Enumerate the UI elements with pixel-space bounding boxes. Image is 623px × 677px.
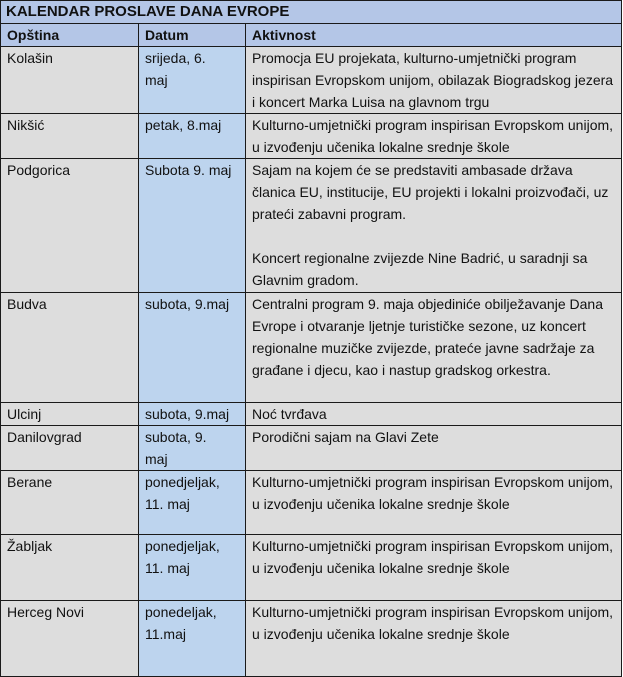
cell-opstina: Podgorica [1, 159, 139, 293]
table-row [1, 535, 622, 601]
cell-datum: srijeda, 6. maj [139, 47, 246, 114]
cell-datum: Subota 9. maj [139, 159, 246, 293]
cell-aktivnost: Promocja EU projekata, kulturno-umjetnički program inspirisan Evropskom unijom, obilazak Biogradskog jezera i koncert Marka Luisa na glavnom trgu [246, 47, 622, 114]
cell-opstina: Žabljak [1, 535, 139, 601]
table-row [1, 159, 622, 293]
cell-datum: subota, 9.maj [139, 293, 246, 403]
cell-datum: subota, 9.maj [139, 403, 246, 426]
cell-aktivnost: Kulturno-umjetnički program inspirisan Evropskom unijom, u izvođenju učenika lokalne srednje škole [246, 601, 622, 677]
cell-opstina: Budva [1, 293, 139, 403]
header-aktivnost: Aktivnost [246, 24, 622, 47]
table-row [1, 114, 622, 159]
cell-datum: ponedeljak, 11.maj [139, 601, 246, 677]
cell-aktivnost: Kulturno-umjetnički program inspirisan Evropskom unijom, u izvođenju učenika lokalne srednje škole [246, 471, 622, 535]
table-row [1, 403, 622, 426]
cell-datum: ponedjeljak, 11. maj [139, 535, 246, 601]
cell-datum: petak, 8.maj [139, 114, 246, 159]
cell-opstina: Kolašin [1, 47, 139, 114]
table-row [1, 601, 622, 677]
table-row [1, 426, 622, 471]
cell-aktivnost: Kulturno-umjetnički program inspirisan Evropskom unijom, u izvođenju učenika lokalne srednje škole [246, 114, 622, 159]
cell-aktivnost: Noć tvrđava [246, 403, 622, 426]
table-row [1, 471, 622, 535]
table-row [1, 293, 622, 403]
cell-opstina: Herceg Novi [1, 601, 139, 677]
cell-opstina: Ulcinj [1, 403, 139, 426]
cell-datum: subota, 9. maj [139, 426, 246, 471]
cell-datum: ponedjeljak, 11. maj [139, 471, 246, 535]
header-opstina: Opština [1, 24, 139, 47]
cell-aktivnost: Porodični sajam na Glavi Zete [246, 426, 622, 471]
cell-aktivnost: Sajam na kojem će se predstaviti ambasade država članica EU, institucije, EU projekti i lokalni proizvođači, uz prateći zabavni program. Koncert regionalne zvijezde Nine Badrić, u saradnji sa Glavnim gradom. [246, 159, 622, 293]
cell-opstina: Danilovgrad [1, 426, 139, 471]
table-title: KALENDAR PROSLAVE DANA EVROPE [1, 1, 622, 24]
header-datum: Datum [139, 24, 246, 47]
cell-aktivnost: Centralni program 9. maja objediniće obilježavanje Dana Evrope i otvaranje ljetnje turističke sezone, uz koncert regionalne muzičke zvijezde, prateće javne sadržaje za građane i djecu, kao i nastup gradskog orkestra. [246, 293, 622, 403]
cell-opstina: Berane [1, 471, 139, 535]
table-row [1, 47, 622, 114]
cell-opstina: Nikšić [1, 114, 139, 159]
cell-aktivnost: Kulturno-umjetnički program inspirisan Evropskom unijom, u izvođenju učenika lokalne srednje škole [246, 535, 622, 601]
